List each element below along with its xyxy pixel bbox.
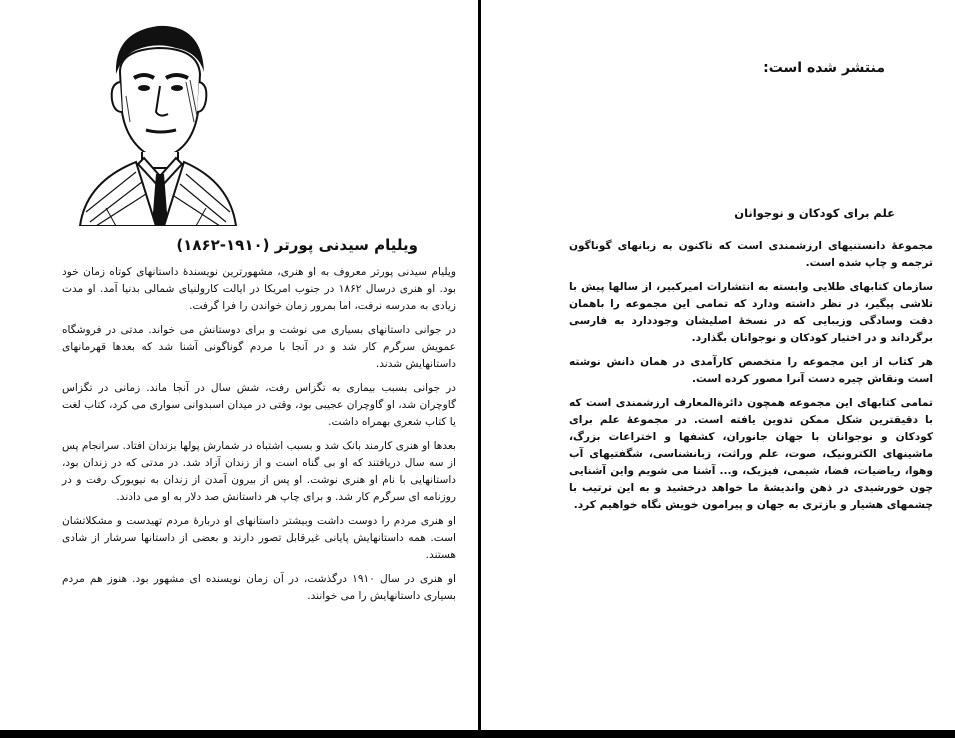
- biography-paragraph: او هنری مردم را دوست داشت وبیشتر داستانهای او دربارهٔ مردم تهیدست و مشکلاتشان است. همه داستانهایش پایانی غیرقابل تصور دارند و بعضی از داستانها سرشار از شادی هستند.: [62, 515, 456, 561]
- series-title: علم برای کودکان و نوجوانان: [734, 206, 895, 220]
- biography-text: [62, 264, 456, 612]
- right-page: [481, 0, 955, 730]
- scan-bottom-edge: [0, 730, 955, 738]
- series-description: [569, 238, 933, 521]
- biography-paragraph: او هنری در سال ۱۹۱۰ درگذشت، در آن زمان نویسنده ای مشهور بود. هنوز هم مردم بسیاری داستانهایش را می خوانند.: [62, 573, 456, 602]
- description-paragraph: هر کتاب از این مجموعه را متخصص کارآمدی در همان دانش نوشته است ونقاش چیره دست آنرا مصور کرده است.: [569, 356, 933, 385]
- biography-paragraph: ویلیام سیدنی پورتر معروف به او هنری، مشهورترین نویسندهٔ داستانهای کوتاه زمان خود بود. او هنری درسال ۱۸۶۲ در جنوب امریکا در ایالت کارولنیای شمالی بدنیا آمد. او مدت زیادی به مدرسه نرفت، اما بمرور زمان خواندن را فرا گرفت.: [62, 266, 457, 312]
- biography-title: ویلیام سیدنی پورتر (۱۹۱۰-۱۸۶۲): [176, 236, 418, 254]
- portrait-drawing: [76, 12, 240, 226]
- published-heading: منتشر شده است:: [763, 60, 885, 76]
- biography-paragraph: بعدها او هنری کارمند بانک شد و بسبب اشتباه در شمارش پولها بزندان افتاد. سرانجام پس از سه سال دریافتند که او بی گناه است و از زندان آزاد شد. در مدتی که در زندان بود، داستانهایی با نام او هنری نوشت. او پس از بیرون آمدن از زندان به نیویورک رفت و در روزنامه ای سرگرم کار شد. و برای چاپ هر داستانش صد دلار به او می دادند.: [62, 440, 456, 503]
- description-paragraph: تمامی کتابهای این مجموعه همچون دائرةالمعارف ارزشمندی است که با دقیقترین شکل ممکن تدوین یافته است. در مجموعهٔ علم برای کودکان و نوجوانان با جهان جانوران، کشفها و اختراعات بزرگ، ماشینهای الکترونیک، صوت، علم وراثت، زبانشناسی، شگفتیهای آب وهوا، ریاضیات، فضا، شیمی، فیزیک، و... آشنا می شویم واین آشنایی چون خورشیدی در ذهن واندیشهٔ ما خواهد درخشید و به این ترتیب با چشمهای هشیار و بازتری به جهان و پیرامون خویش نگاه خواهیم کرد.: [569, 397, 933, 511]
- author-portrait: [76, 12, 240, 226]
- left-page: [0, 0, 478, 730]
- biography-paragraph: در جوانی بسبب بیماری به تگزاس رفت، شش سال در آنجا ماند. زمانی در تگزاس گاوچران شد، او گاوچران عجیبی بود، وقتی در میدان اسبدوانی سواری می کرد، کتاب لغت یا کتاب شعری بهمراه داشت.: [62, 382, 456, 428]
- description-paragraph: سازمان کتابهای طلایی وابسته به انتشارات امیرکبیر، از سالها پیش با تلاشی پیگیر، در نظر داشته ودارد که تمامی این مجموعه را باهمان دقت وسادگی وزیبایی که در نسخهٔ اصلیشان وجوددارد به فارسی برگرداند و در اختیار کودکان و نوجوانان بگذارد.: [569, 281, 933, 344]
- biography-paragraph: در جوانی داستانهای بسیاری می نوشت و برای دوستانش می خواند. مدتی در فروشگاه عمویش سرگرم کار شد و در آنجا با مردم گوناگونی آشنا شد که بعدها قهرمانهای داستانهایش شدند.: [62, 324, 456, 370]
- description-paragraph: مجموعهٔ دانستنیهای ارزشمندی است که تاکنون به زبانهای گوناگون ترجمه و چاپ شده است.: [569, 240, 933, 269]
